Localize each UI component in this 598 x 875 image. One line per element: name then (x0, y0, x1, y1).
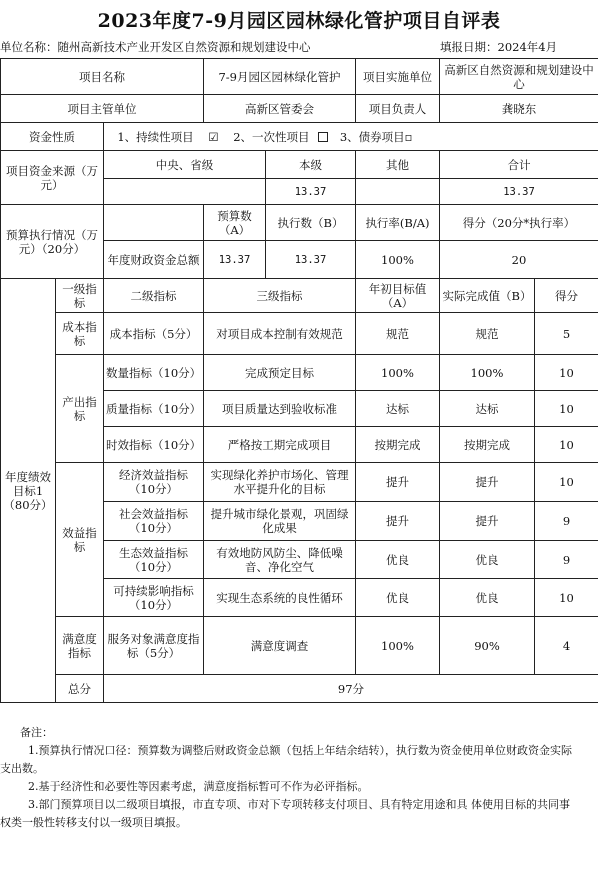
row-actual: 提升 (440, 463, 535, 502)
owner-label: 项目负责人 (356, 95, 440, 123)
budget-label: 预算执行情况（万元）（20分） (1, 205, 104, 279)
row-target: 提升 (356, 463, 440, 502)
row-target: 优良 (356, 579, 440, 617)
header-l2: 二级指标 (104, 279, 204, 313)
row-score: 9 (535, 502, 598, 541)
row-target: 100% (356, 617, 440, 675)
row-score: 10 (535, 579, 598, 617)
row-l2: 可持续影响指标（10分） (104, 579, 204, 617)
fund-total-value: 13.37 (440, 179, 598, 205)
unit-label: 单位名称： (0, 40, 58, 54)
note-item: 1.预算执行情况口径：预算数为调整后财政资金总额（包括上年结余结转），执行数为资金使用单位财政资金实际支出数。 (0, 744, 572, 775)
fund-nature-options (104, 123, 598, 151)
budget-a-value: 13.37 (204, 241, 266, 279)
row-target: 规范 (356, 313, 440, 355)
fund-local-header: 本级 (266, 151, 356, 179)
admin-unit-label: 项目主管单位 (1, 95, 204, 123)
owner-value: 龚晓东 (440, 95, 598, 123)
row-score: 10 (535, 355, 598, 391)
row-score: 5 (535, 313, 598, 355)
row-l3: 完成预定目标 (204, 355, 356, 391)
evaluation-table (0, 58, 598, 703)
row-target: 按期完成 (356, 427, 440, 463)
table-row (1, 355, 598, 391)
budget-b-header: 执行数（B） (266, 205, 356, 241)
budget-score-header: 得分（20分*执行率） (440, 205, 598, 241)
notes (0, 724, 598, 832)
admin-unit-value: 高新区管委会 (204, 95, 356, 123)
row-actual: 90% (440, 617, 535, 675)
row-actual: 100% (440, 355, 535, 391)
row-l3: 提升城市绿化景观，巩固绿化成果 (204, 502, 356, 541)
info-row-2 (1, 95, 598, 123)
total-row (1, 675, 598, 703)
project-name-label: 项目名称 (1, 59, 204, 95)
row-l2: 社会效益指标（10分） (104, 502, 204, 541)
report-date (440, 39, 557, 55)
table-row (1, 617, 598, 675)
row-l3: 实现生态系统的良性循环 (204, 579, 356, 617)
row-actual: 达标 (440, 391, 535, 427)
total-label: 总分 (56, 675, 104, 703)
budget-a-header: 预算数（A） (204, 205, 266, 241)
header-l3: 三级指标 (204, 279, 356, 313)
total-value: 97分 (104, 675, 598, 703)
checkbox-icon (318, 132, 328, 142)
row-l2: 生态效益指标（10分） (104, 541, 204, 579)
option-continuing: 1、持续性项目 (117, 129, 194, 144)
row-actual: 按期完成 (440, 427, 535, 463)
budget-rate-value: 100% (356, 241, 440, 279)
date-value: 2024年4月 (497, 40, 558, 54)
fund-central-header: 中央、省级 (104, 151, 266, 179)
budget-score-value: 20 (440, 241, 598, 279)
impl-unit-value: 高新区自然资源和规划建设中心 (440, 59, 598, 95)
annual-fund-label: 年度财政资金总额 (104, 241, 204, 279)
fund-local-value: 13.37 (266, 179, 356, 205)
row-actual: 规范 (440, 313, 535, 355)
row-score: 10 (535, 391, 598, 427)
fund-other-header: 其他 (356, 151, 440, 179)
info-row-1 (1, 59, 598, 95)
row-l2: 时效指标（10分） (104, 427, 204, 463)
unit-value: 随州高新技术产业开发区自然资源和规划建设中心 (57, 40, 311, 54)
table-row (1, 463, 598, 502)
header-target: 年初目标值（A） (356, 279, 440, 313)
row-score: 9 (535, 541, 598, 579)
note-item: 3.部门预算项目以二级项目填报，市直专项、市对下专项转移支付项目、具有特定用途和具 体使用目标的共同事权类一般性转移支付以一级项目填报。 (0, 798, 570, 829)
row-target: 提升 (356, 502, 440, 541)
row-score: 4 (535, 617, 598, 675)
fund-nature-label: 资金性质 (1, 123, 104, 151)
row-actual: 优良 (440, 541, 535, 579)
row-actual: 提升 (440, 502, 535, 541)
notes-heading: 备注： (20, 726, 53, 739)
row-target: 100% (356, 355, 440, 391)
fund-total-header: 合计 (440, 151, 598, 179)
header-l1: 一级指标 (56, 279, 104, 313)
impl-unit-label: 项目实施单位 (356, 59, 440, 95)
unit-name (0, 39, 311, 55)
budget-b-value: 13.37 (266, 241, 356, 279)
project-name-value: 7-9月园区园林绿化管护 (204, 59, 356, 95)
row-l2: 服务对象满意度指标（5分） (104, 617, 204, 675)
fund-nature-row (1, 123, 598, 151)
group-benefit: 效益指标 (56, 463, 104, 617)
perf-header-row (1, 279, 598, 313)
fund-source-label: 项目资金来源（万元） (1, 151, 104, 205)
fund-central-value (104, 179, 266, 205)
fund-source-header-row (1, 151, 598, 179)
small-square-icon: ▫ (404, 129, 413, 144)
row-l2: 质量指标（10分） (104, 391, 204, 427)
page-title: 2023年度7-9月园区园林绿化管护项目自评表 (97, 10, 501, 32)
row-l2: 经济效益指标（10分） (104, 463, 204, 502)
row-l2: 成本指标（5分） (104, 313, 204, 355)
header-actual: 实际完成值（B） (440, 279, 535, 313)
row-l3: 严格按工期完成项目 (204, 427, 356, 463)
note-item: 2.基于经济性和必要性等因素考虑，满意度指标暂可不作为必评指标。 (28, 780, 369, 793)
group-satisfaction: 满意度指标 (56, 617, 104, 675)
fund-other-value (356, 179, 440, 205)
row-l3: 有效地防风防尘、降低噪音、净化空气 (204, 541, 356, 579)
group-cost: 成本指标 (56, 313, 104, 355)
row-l3: 满意度调查 (204, 617, 356, 675)
row-l3: 项目质量达到验收标准 (204, 391, 356, 427)
table-row (1, 313, 598, 355)
row-l3: 对项目成本控制有效规范 (204, 313, 356, 355)
row-target: 优良 (356, 541, 440, 579)
option-bond: 3、债券项目 (339, 129, 405, 144)
checked-box-icon: ☑ (208, 129, 219, 144)
row-target: 达标 (356, 391, 440, 427)
budget-rate-header: 执行率(B/A) (356, 205, 440, 241)
option-one-time: 2、一次性项目 (233, 129, 310, 144)
date-label: 填报日期： (440, 40, 498, 54)
budget-blank (104, 205, 204, 241)
row-score: 10 (535, 427, 598, 463)
group-output: 产出指标 (56, 355, 104, 463)
row-actual: 优良 (440, 579, 535, 617)
perf-goal-label: 年度绩效目标1（80分） (1, 279, 56, 703)
row-score: 10 (535, 463, 598, 502)
budget-header-row (1, 205, 598, 241)
header-score: 得分 (535, 279, 598, 313)
row-l2: 数量指标（10分） (104, 355, 204, 391)
row-l3: 实现绿化养护市场化、管理水平提升化的目标 (204, 463, 356, 502)
